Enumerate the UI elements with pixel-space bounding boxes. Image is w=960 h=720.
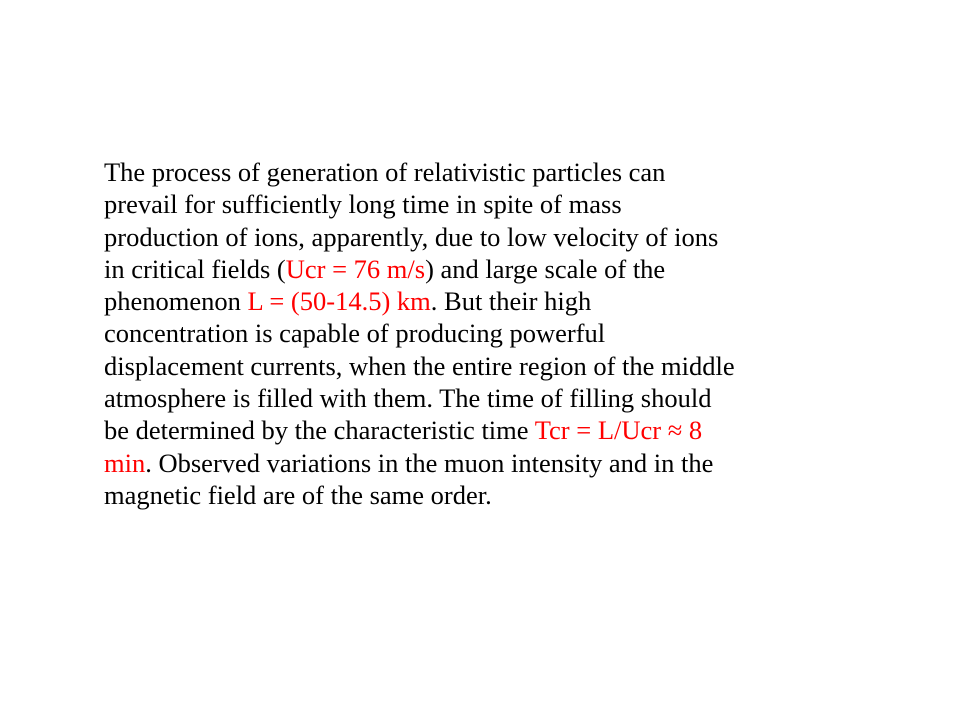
text-segment: The process of generation of relativistic particles can	[104, 157, 666, 187]
paragraph-line	[104, 414, 884, 446]
paragraph-line	[104, 253, 884, 285]
text-segment: concentration is capable of producing powerful	[104, 318, 606, 349]
paragraph-line	[104, 285, 884, 317]
paragraph-line	[104, 479, 884, 511]
highlighted-value: min	[104, 447, 146, 478]
highlighted-value: Tcr = L/Ucr ≈ 8	[534, 415, 703, 446]
text-segment: phenomenon	[104, 286, 248, 317]
paragraph-line	[104, 221, 884, 253]
paragraph-line	[104, 188, 884, 220]
paragraph-line	[104, 382, 884, 414]
highlighted-value: Ucr = 76 m/s	[285, 253, 426, 284]
paragraph-line	[104, 317, 884, 349]
text-segment: atmosphere is filled with them. The time of filling should	[104, 383, 712, 414]
text-segment: magnetic field are of the same order.	[104, 479, 492, 510]
text-segment: displacement currents, when the entire region of the middle	[104, 350, 735, 381]
highlighted-value: L = (50-14.5) km	[247, 286, 431, 317]
text-segment: be determined by the characteristic time	[104, 415, 535, 446]
paragraph-line	[104, 350, 884, 382]
text-segment: prevail for sufficiently long time in spite of mass	[104, 189, 622, 220]
body-paragraph	[104, 156, 884, 511]
text-segment: in critical fields (	[104, 253, 286, 284]
text-segment: ) and large scale of the	[425, 253, 666, 284]
paragraph-line	[104, 156, 884, 188]
text-segment: . But their high	[430, 286, 592, 317]
paragraph-line	[104, 447, 884, 479]
text-segment: . Observed variations in the muon intensity and in the	[145, 447, 714, 478]
text-segment: production of ions, apparently, due to low velocity of ions	[104, 221, 719, 252]
